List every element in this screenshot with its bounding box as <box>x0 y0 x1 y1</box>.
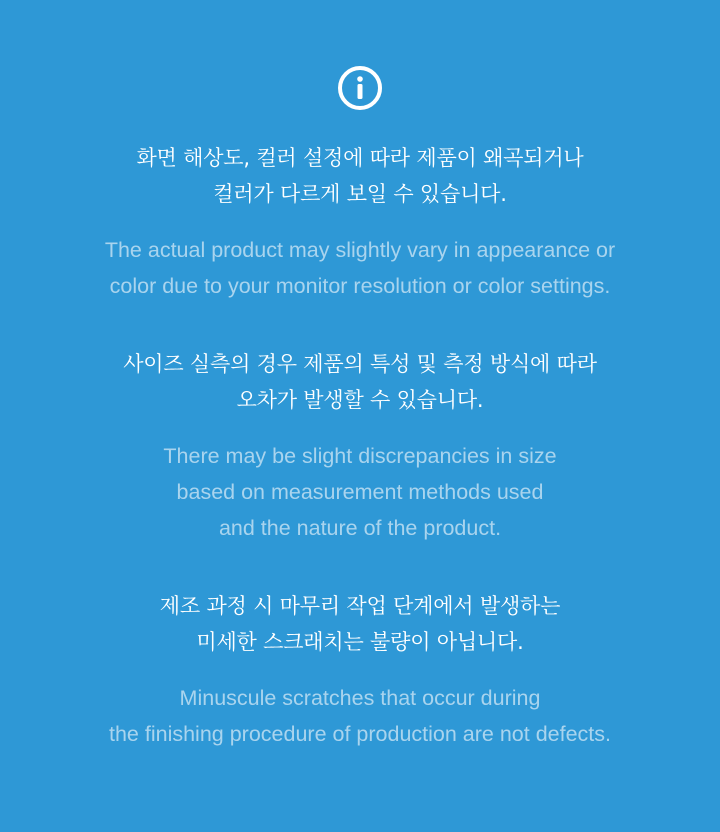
notice-english-text <box>0 438 720 546</box>
notice-english-text <box>0 680 720 752</box>
notice-english-line: There may be slight discrepancies in size <box>163 444 557 468</box>
notice-english-line: based on measurement methods used <box>176 480 544 504</box>
notice-korean-line: 컬러가 다르게 보일 수 있습니다. <box>213 182 507 206</box>
notice-english-line: color due to your monitor resolution or color settings. <box>109 274 611 298</box>
notice-korean-line: 미세한 스크래치는 불량이 아닙니다. <box>196 630 524 654</box>
notice-scratches <box>0 588 720 752</box>
notice-korean-line: 제조 과정 시 마무리 작업 단계에서 발생하는 <box>159 594 561 618</box>
notice-english-line: Minuscule scratches that occur during <box>179 686 541 710</box>
notice-english-line: The actual product may slightly vary in appearance or <box>104 238 616 262</box>
notice-english-text <box>0 232 720 304</box>
notice-korean-text <box>0 346 720 418</box>
info-circle-icon <box>336 66 384 114</box>
notice-english-line: and the nature of the product. <box>218 516 502 540</box>
notice-display-variation <box>0 140 720 304</box>
notice-english-line: the finishing procedure of production are not defects. <box>109 722 611 746</box>
notice-korean-line: 오차가 발생할 수 있습니다. <box>236 388 484 412</box>
notice-size-measurement <box>0 346 720 546</box>
notice-korean-text <box>0 140 720 212</box>
notice-korean-line: 사이즈 실측의 경우 제품의 특성 및 측정 방식에 따라 <box>123 352 597 376</box>
notice-korean-text <box>0 588 720 660</box>
notice-korean-line: 화면 해상도, 컬러 설정에 따라 제품이 왜곡되거나 <box>136 146 584 170</box>
